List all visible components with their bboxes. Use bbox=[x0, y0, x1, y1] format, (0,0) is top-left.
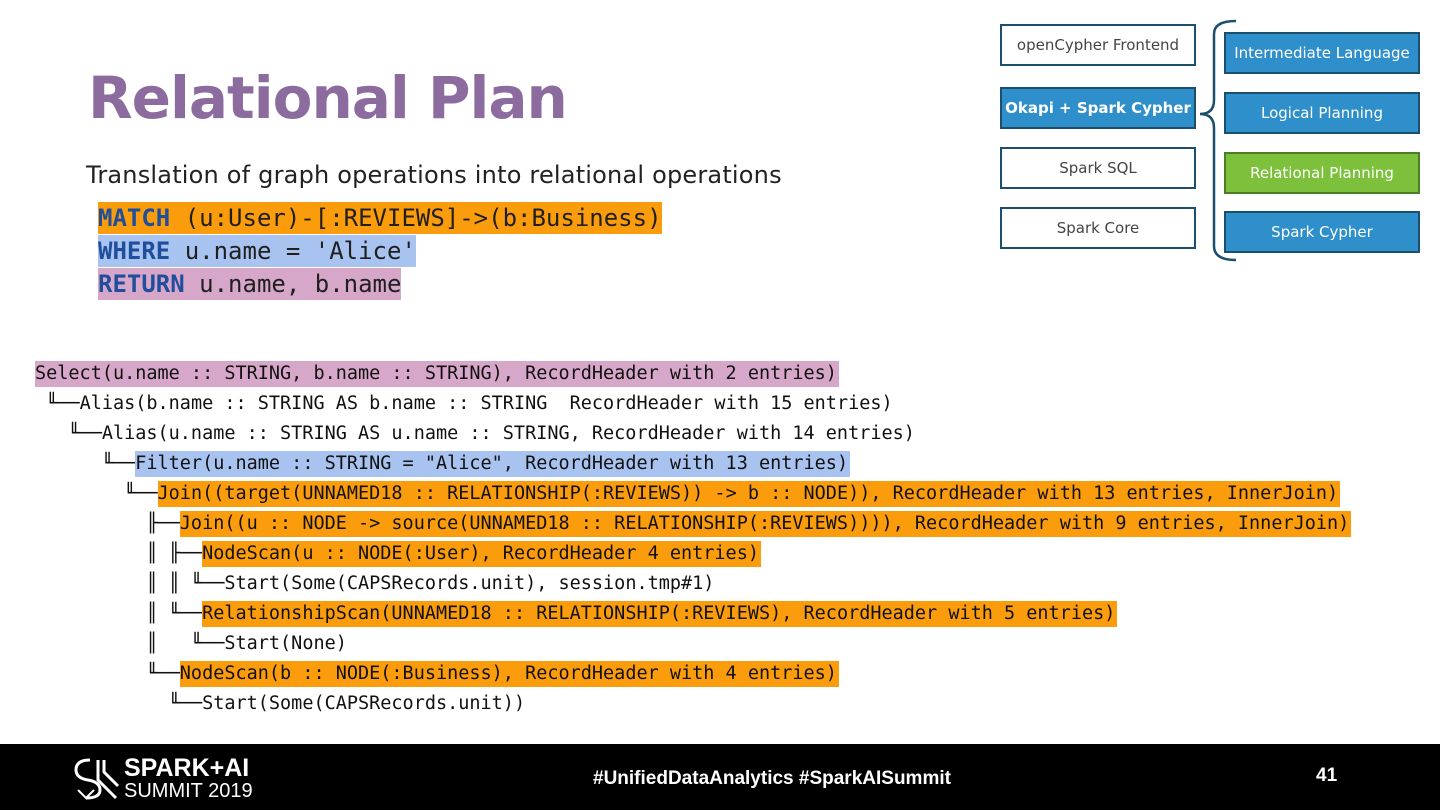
relational-plan-tree bbox=[35, 359, 1351, 719]
tree-connector: ║ ╙── bbox=[35, 603, 203, 624]
logo-text-summit: SUMMIT 2019 bbox=[124, 780, 253, 802]
query-keyword: WHERE bbox=[98, 237, 171, 265]
footer-bar bbox=[0, 744, 1440, 810]
query-clause: u.name, b.name bbox=[184, 270, 402, 298]
stack-box-spark-core: Spark Core bbox=[1000, 207, 1196, 249]
query-keyword: RETURN bbox=[98, 270, 185, 298]
slide-title: Relational Plan bbox=[88, 64, 567, 132]
plan-line-start-caps bbox=[35, 689, 1351, 719]
query-line-return bbox=[98, 268, 401, 300]
plan-operator: RelationshipScan(UNNAMED18 :: RELATIONSHIP(:REVIEWS), RecordHeader with 5 entries) bbox=[202, 601, 1117, 627]
plan-line-alias-b bbox=[35, 389, 1351, 419]
stack-box-opencypher-frontend: openCypher Frontend bbox=[1000, 24, 1196, 66]
plan-operator: Join((u :: NODE -> source(UNNAMED18 :: RELATIONSHIP(:REVIEWS)))), RecordHeader with 9 entries, InnerJoin) bbox=[180, 511, 1351, 537]
plan-operator: Start(Some(CAPSRecords.unit), session.tmp#1) bbox=[224, 573, 715, 594]
plan-line-nodescan-user bbox=[35, 539, 1351, 569]
tree-connector: ╙── bbox=[35, 693, 203, 714]
tree-connector: ╙── bbox=[35, 393, 80, 414]
spark-ai-logo-icon bbox=[72, 756, 120, 800]
plan-operator: NodeScan(u :: NODE(:User), RecordHeader 4 entries) bbox=[202, 541, 761, 567]
footer-hashtags: #UnifiedDataAnalytics #SparkAISummit bbox=[593, 768, 951, 789]
query-clause: (u:User)-[:REVIEWS]->(b:Business) bbox=[170, 204, 662, 232]
plan-line-nodescan-business bbox=[35, 659, 1351, 689]
stack-box-spark-sql: Spark SQL bbox=[1000, 147, 1196, 189]
stack-box-relational-planning: Relational Planning bbox=[1224, 152, 1420, 194]
plan-line-filter bbox=[35, 449, 1351, 479]
query-keyword: MATCH bbox=[98, 204, 171, 232]
tree-connector: ║ ╟── bbox=[35, 543, 203, 564]
plan-operator: Start(None) bbox=[224, 633, 347, 654]
plan-operator: Join((target(UNNAMED18 :: RELATIONSHIP(:REVIEWS)) -> b :: NODE)), RecordHeader with 13 entries, InnerJoin) bbox=[158, 481, 1341, 507]
plan-operator: Select(u.name :: STRING, b.name :: STRING), RecordHeader with 2 entries) bbox=[35, 361, 839, 387]
stack-box-intermediate-language: Intermediate Language bbox=[1224, 32, 1420, 74]
tree-connector: ╙── bbox=[35, 483, 158, 504]
plan-line-join-source bbox=[35, 509, 1351, 539]
stack-box-spark-cypher: Spark Cypher bbox=[1224, 211, 1420, 253]
query-line-where bbox=[98, 235, 416, 267]
query-line-match bbox=[98, 202, 662, 234]
plan-operator: Alias(u.name :: STRING AS u.name :: STRING, RecordHeader with 14 entries) bbox=[101, 423, 915, 444]
page-number: 41 bbox=[1316, 765, 1338, 786]
tree-connector: ╙── bbox=[35, 663, 180, 684]
logo-text-spark-ai: SPARK+AI bbox=[124, 754, 250, 782]
plan-line-alias-u bbox=[35, 419, 1351, 449]
slide-subtitle: Translation of graph operations into relational operations bbox=[86, 161, 782, 189]
plan-line-join-target bbox=[35, 479, 1351, 509]
plan-line-select bbox=[35, 359, 1351, 389]
plan-line-relscan bbox=[35, 599, 1351, 629]
plan-operator: Start(Some(CAPSRecords.unit)) bbox=[202, 693, 526, 714]
tree-connector: ║ ╙── bbox=[35, 633, 225, 654]
tree-connector: ╙── bbox=[35, 423, 102, 444]
stack-box-logical-planning: Logical Planning bbox=[1224, 92, 1420, 134]
tree-connector: ╟── bbox=[35, 513, 180, 534]
plan-operator: Alias(b.name :: STRING AS b.name :: STRING RecordHeader with 15 entries) bbox=[79, 393, 893, 414]
stack-box-okapi-spark-cypher: Okapi + Spark Cypher bbox=[1000, 87, 1196, 129]
plan-line-start-none bbox=[35, 629, 1351, 659]
plan-operator: Filter(u.name :: STRING = "Alice", RecordHeader with 13 entries) bbox=[135, 451, 850, 477]
tree-connector: ║ ║ ╙── bbox=[35, 573, 225, 594]
plan-operator: NodeScan(b :: NODE(:Business), RecordHeader with 4 entries) bbox=[180, 661, 839, 687]
plan-line-start-caps-tmp bbox=[35, 569, 1351, 599]
query-clause: u.name = 'Alice' bbox=[170, 237, 416, 265]
cypher-query bbox=[98, 202, 662, 301]
tree-connector: ╙── bbox=[35, 453, 136, 474]
